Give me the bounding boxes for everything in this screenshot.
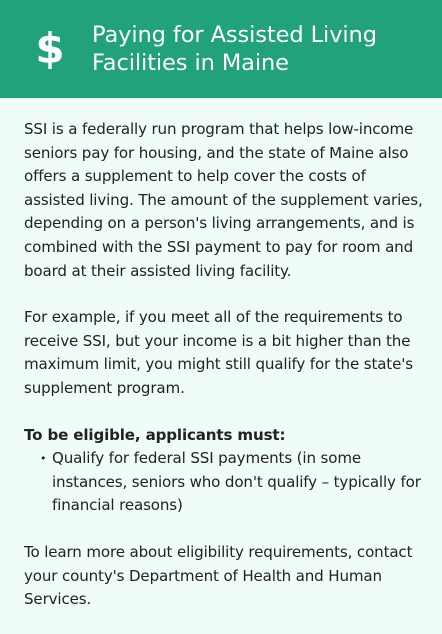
title-line-2: Facilities in Maine: [92, 50, 289, 76]
card-body: [0, 98, 442, 612]
contact-paragraph: To learn more about eligibility requirements, contact your county's Department of Health and Human Services.: [24, 542, 413, 609]
dollar-icon: $: [35, 24, 65, 73]
eligibility-heading: To be eligible, applicants must:: [24, 425, 286, 444]
title-line-1: Paying for Assisted Living: [92, 22, 377, 48]
intro-paragraph: SSI is a federally run program that helps low-income seniors pay for housing, and the state of Maine also offers a supplement to help cover the costs of assisted living. The amount of the supplement varies, depending on a person's living arrangements, and is combined with the SSI payment to pay for room and board at their assisted living facility.: [24, 120, 423, 280]
bullet-icon: •: [40, 452, 47, 466]
list-item: [40, 447, 428, 518]
example-paragraph: For example, if you meet all of the requirements to receive SSI, but your income is a bit higher than the maximum limit, you might still qualify for the state's supplement program.: [24, 308, 413, 397]
list-item-text: Qualify for federal SSI payments (in some instances, seniors who don't qualify – typically for financial reasons): [52, 449, 421, 515]
card-title: [92, 21, 412, 77]
requirements-list: [24, 447, 428, 518]
card-header: [0, 0, 442, 98]
